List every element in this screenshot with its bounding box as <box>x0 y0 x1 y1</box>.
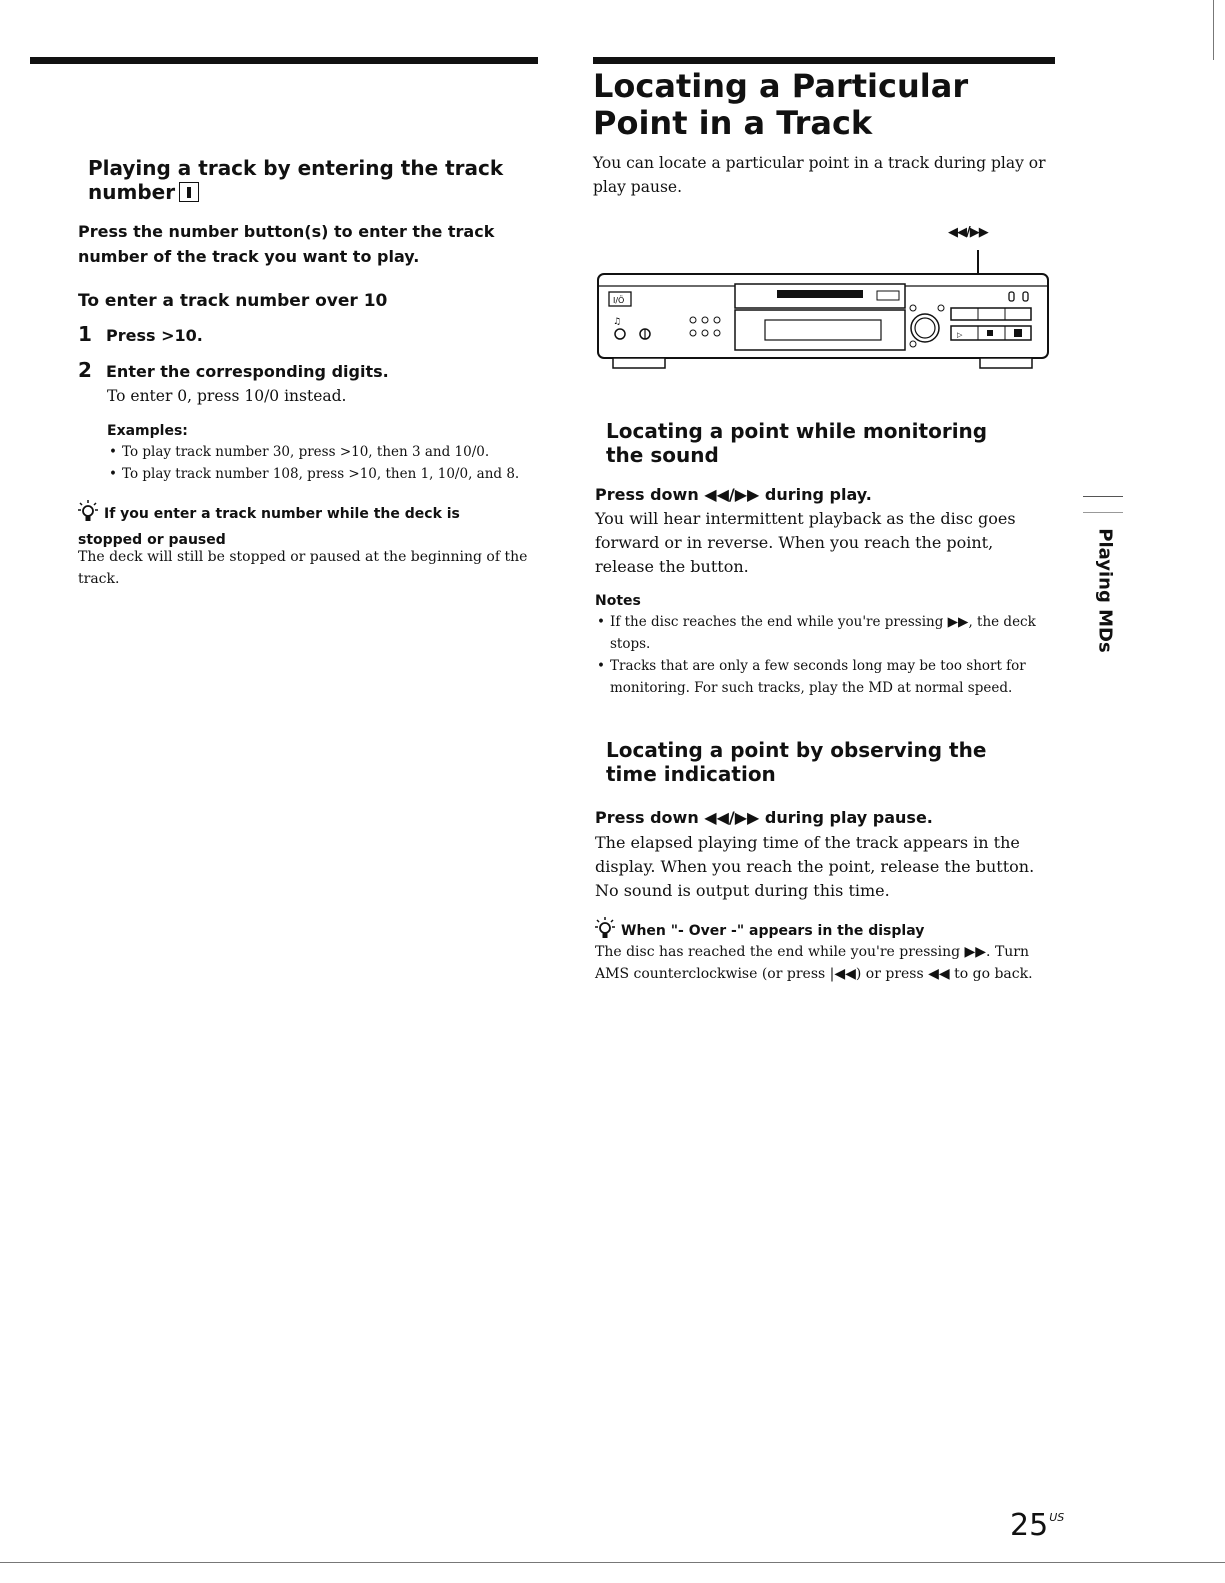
left-tip-text: The deck will still be stopped or paused at the beginning of the track. <box>78 549 528 587</box>
section1-lead: Press down ◀◀/▶▶ during play. <box>595 485 872 504</box>
notes-list <box>595 611 1050 699</box>
step-number: 2 <box>78 358 92 382</box>
track-number-icon <box>179 182 199 202</box>
md-deck-illustration <box>595 244 1050 376</box>
svg-text:▷: ▷ <box>957 331 963 339</box>
tip-bulb-icon <box>78 500 98 529</box>
list-item: • If the disc reaches the end while you're pressing ▶▶, the deck stops. <box>595 611 1050 655</box>
list-item: • To play track number 108, press >10, then 1, 10/0, and 8. <box>107 463 547 485</box>
step-text: Press >10. <box>106 326 203 345</box>
list-item: • To play track number 30, press >10, then 3 and 10/0. <box>107 441 547 463</box>
left-top-rule <box>30 57 538 64</box>
left-tip-title: If you enter a track number while the deck is stopped or paused <box>78 500 518 551</box>
step-2 <box>78 358 389 382</box>
step-number: 1 <box>78 322 92 346</box>
step-2-detail: To enter 0, press 10/0 instead. <box>107 387 347 405</box>
side-tab-label: Playing MDs <box>1094 527 1116 653</box>
right-tip-title: When "- Over -" appears in the display <box>595 917 1050 946</box>
bottom-edge-line <box>0 1562 1225 1563</box>
side-tab <box>1085 520 1125 660</box>
section2-heading: Locating a point by observing the time indication <box>606 738 987 786</box>
examples-label: Examples: <box>107 423 188 439</box>
section1-heading: Locating a point while monitoring the sound <box>606 419 988 467</box>
right-tip-text: The disc has reached the end while you're pressing ▶▶. Turn AMS counterclockwise (or press |◀◀) or press ◀◀ to go back. <box>595 944 1033 982</box>
step-1 <box>78 322 203 346</box>
step-text: Enter the corresponding digits. <box>106 362 389 381</box>
left-subheading: To enter a track number over 10 <box>78 291 388 311</box>
side-tab-rule-top <box>1083 496 1123 497</box>
right-intro: You can locate a particular point in a track during play or play pause. <box>593 154 1046 196</box>
figure-label: ◀◀/▶▶ <box>948 225 988 240</box>
page-number: $25^{US}$ <box>1010 1508 1065 1543</box>
left-heading: Playing a track by entering the track number <box>88 156 504 204</box>
left-lead: Press the number button(s) to enter the track number of the track you want to play. <box>78 222 495 266</box>
svg-text:♫: ♫ <box>613 317 622 327</box>
list-item: • Tracks that are only a few seconds long may be too short for monitoring. For such tracks, play the MD at normal speed. <box>595 655 1050 699</box>
notes-label: Notes <box>595 593 641 609</box>
page-title: Locating a Particular Point in a Track <box>593 67 969 142</box>
examples-list <box>107 441 547 485</box>
svg-text:I/Ö: I/Ö <box>613 296 625 305</box>
section1-body: You will hear intermittent playback as the disc goes forward or in reverse. When you reach the point, release the button. <box>595 509 1016 576</box>
right-top-rule <box>593 57 1055 64</box>
side-tab-rule-bottom <box>1083 512 1123 513</box>
section2-lead: Press down ◀◀/▶▶ during play pause. <box>595 808 933 827</box>
section2-body: The elapsed playing time of the track appears in the display. When you reach the point, release the button. No sound is output during this time. <box>595 833 1035 900</box>
right-edge-line <box>1213 0 1214 60</box>
